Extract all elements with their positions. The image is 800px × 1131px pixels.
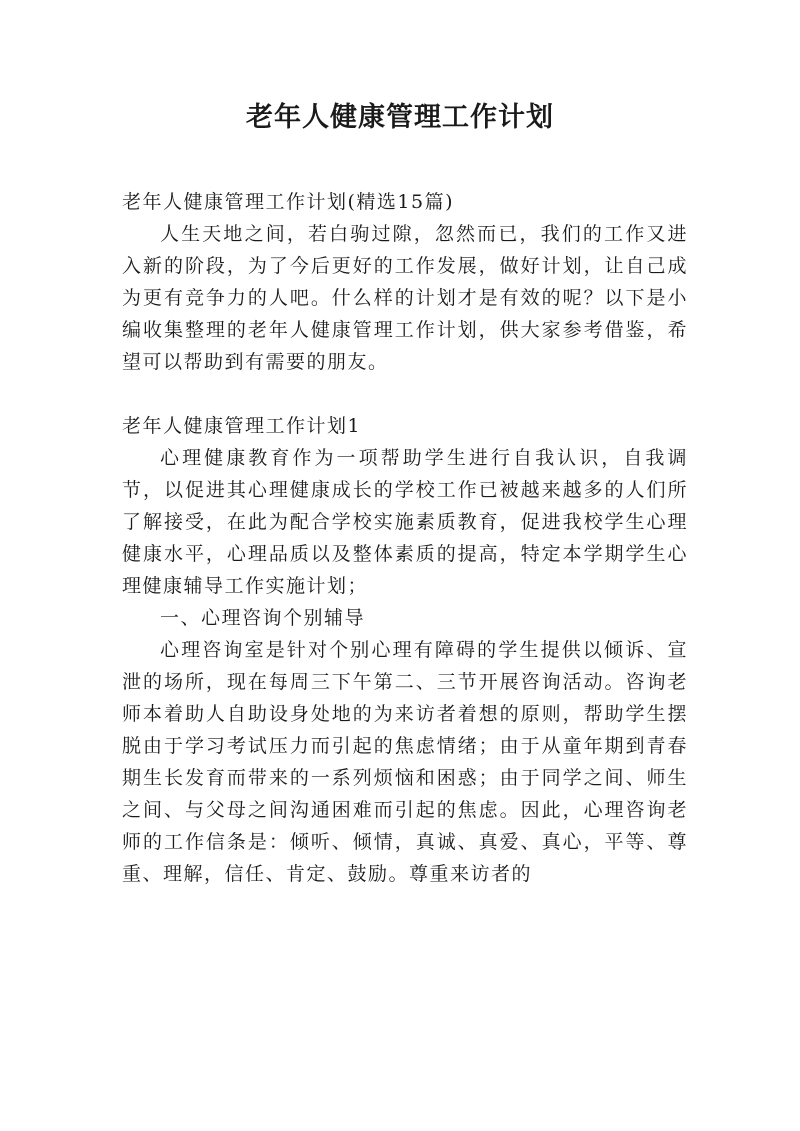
body-paragraph: 心理健康教育作为一项帮助学生进行自我认识，自我调节，以促进其心理健康成长的学校工作已被越来越多的人们所了解接受，在此为配合学校实施素质教育，促进我校学生心理健康水平，心理品质以及整体素质的提高，特定本学期学生心理健康辅导工作实施计划； xyxy=(122,447,688,597)
paragraph-spacer xyxy=(122,378,688,410)
document-subtitle: 老年人健康管理工作计划(精选15篇) xyxy=(122,191,455,213)
intro-paragraph: 人生天地之间，若白驹过隙，忽然而已，我们的工作又进入新的阶段，为了今后更好的工作发展，做好计划，让自己成为更有竞争力的人吧。什么样的计划才是有效的呢？以下是小编收集整理的老年人健康管理工作计划，供大家参考借鉴，希望可以帮助到有需要的朋友。 xyxy=(122,223,688,373)
document-body xyxy=(122,186,688,890)
body-paragraph: 心理咨询室是针对个别心理有障碍的学生提供以倾诉、宣泄的场所，现在每周三下午第二、三节开展咨询活动。咨询老师本着助人自助设身处地的为来访者着想的原则，帮助学生摆脱由于学习考试压力而引起的焦虑情绪；由于从童年期到青春期生长发育而带来的一系列烦恼和困惑；由于同学之间、师生之间、与父母之间沟通困难而引起的焦虑。因此，心理咨询老师的工作信条是：倾听、倾情，真诚、真爱、真心，平等、尊重、理解，信任、肯定、鼓励。尊重来访者的 xyxy=(122,639,688,885)
document-title: 老年人健康管理工作计划 xyxy=(246,102,554,133)
section-heading: 老年人健康管理工作计划1 xyxy=(122,415,362,437)
sub-heading: 一、心理咨询个别辅导 xyxy=(160,607,366,629)
